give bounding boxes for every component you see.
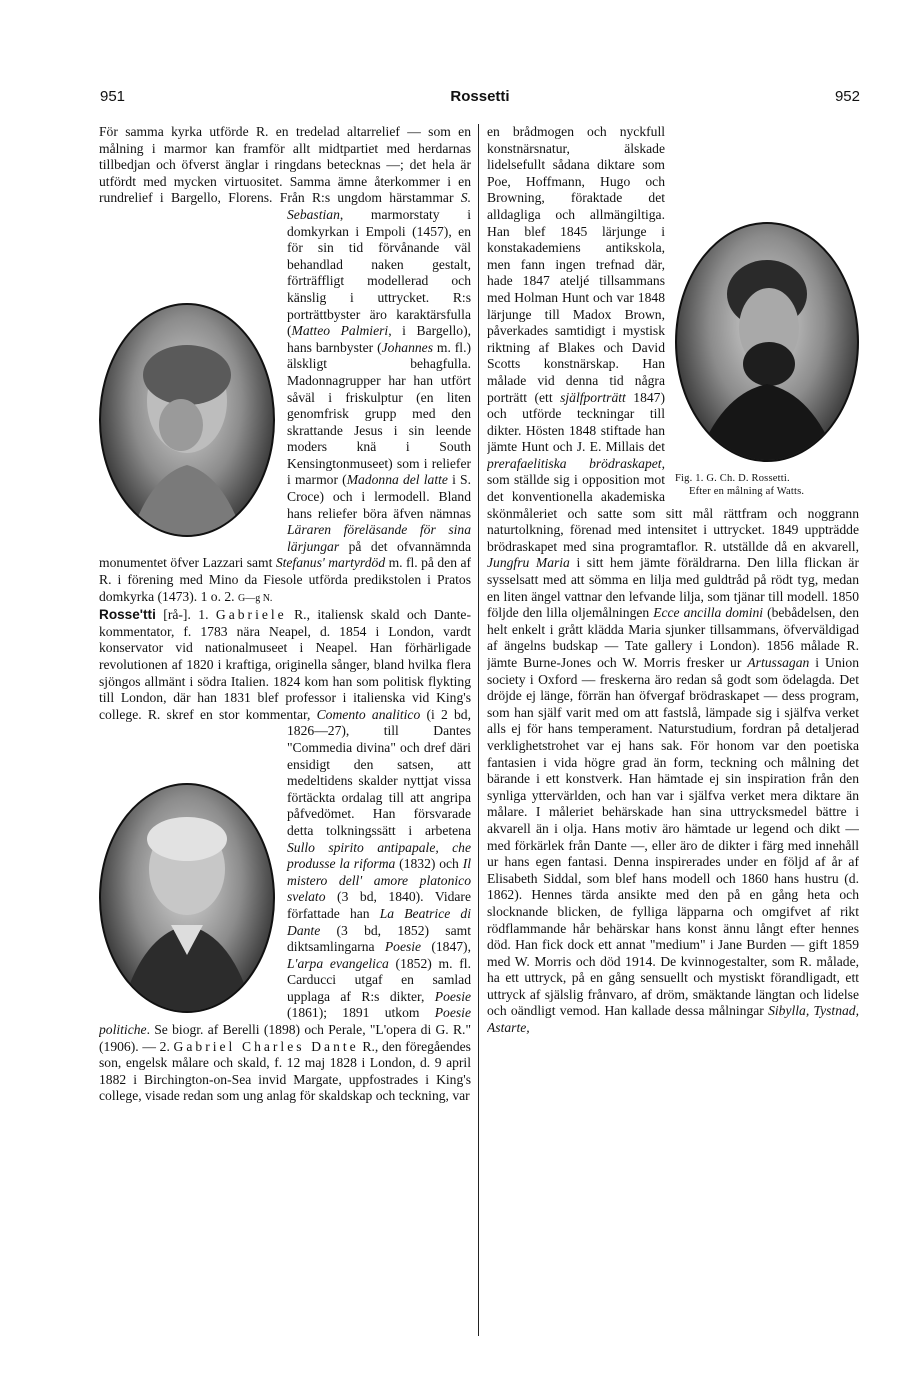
- figure-dante-gabriel: [675, 222, 859, 498]
- page-number-left: 951: [100, 88, 126, 105]
- figure-sebastian: [99, 303, 275, 537]
- right-column: [487, 124, 859, 1334]
- page-number-right: 952: [834, 88, 860, 105]
- figure-gabriele: [99, 783, 275, 1013]
- running-title: Rossetti: [450, 88, 510, 105]
- portrait-dante-gabriel-rossetti: [675, 222, 859, 462]
- headword-rossetti: Rosse'tti: [99, 607, 156, 623]
- entry-dante-gabriel-rossetti: Fig. 1. G. Ch. D. Rossetti. Efter en målning af Watts. en brådmogen och nyckfull konstnärsnatur, älskade lidelsefullt sådana diktare som Poe, Hoffmann, Hugo och Browning, föraktade det alldagliga och allmängiltiga. Han blef 1845 lärjunge i konstakademiens antikskola, men fann ingen trefnad där, hade 1847 ateljé tillsammans med Holman Hunt och var 1848 lärjunge till Madox Brown, påverkades samtidigt i mystisk riktning af Blakes och David Scotts konstnärskap. Han målade vid denna tid några porträtt (ett själfporträtt 1847) och utförde teckningar till dikter. Hösten 1848 stiftade han jämte Hunt och J. E. Millais det prerafaelitiska brödraskapet, som ställde sig i opposition mot det konventionella akademiska skönmåleriet och satte som sitt mål rättfram och noggrann naturtolkning, förenad med intensitet i uttrycket. 1849 uppträdde brödraskapet med sina programtaflor. R. utställde då en akvarell, Jungfru Maria i sitt hem jämte föräldrarna. Den lilla flickan är sysselsatt med att sömma en lilja med guldtråd på rödt tyg, medan en liten ängel vattnar den lefvande lilja, som tjänar till modell. 1850 följde den lilla oljemålningen Ecce ancilla domini (bebådelsen, den helt enkelt i grått klädda Maria sjunker tillsammans, öfverväldigad af ängelns budskap — Tate gallery i London). 1856 målade R. jämte Burne-Jones och W. Morris fresker ur Artussagan i Union society i Oxford — freskerna äro redan så godt som ödelagda. Det dröjde ej länge, förrän han öfvergaf brödraskapet — dess program, som han själf varit med om att fastslå, lämpade sig i själfva verket alls ej för hans temperament. Naturstudium, fordran på detaljerad verklighetstrohet var ej hans sak. För honom var den poetiska fantasien i vida högre grad än form, teckning och målning det bärande i ett konstverk. Han hämtade ej sin inspiration från den synliga yttervärlden, och han var i själfva verket mera diktare än målare. I måleriet behärskade han sina uttrycksmedel bättre i akvarell än i olja. Hans motiv äro hämtade ur legend och dikt — med förkärlek från Dante —, eller äro de dikter i färg med innehåll ur hans egen fantasi. Denna inspirerades under en följd af år af Elisabeth Siddal, som blef hans modell och 1860 hans hustru (d. 1862). Hennes tärda ansikte med den på en gång heta och slocknande blicken, de fylliga läpparna och omgifvet af rikt rödflammande hår behärskar hans konst ännu långt efter hennes död. Han fick dock ett annat "medium" i Jane Burden — gift 1859 med W. Morris och död 1914. De kvinnogestalter, som R. målade, ha ett uttryck, på en gång sensuellt och mystiskt förandligadt, ett uttryck af själslig frånvaro, af dröm, smäktande längtan och lidelse och oändligt vemod. Han kallade dessa målningar Sibylla, Tystnad, Astarte,: [487, 124, 859, 1036]
- figure-caption: Fig. 1. G. Ch. D. Rossetti. Efter en målning af Watts.: [675, 473, 805, 497]
- column-divider: [478, 124, 479, 1336]
- page-header: [100, 88, 860, 108]
- portrait-gabriele-rossetti: [99, 783, 275, 1013]
- paragraph-rossellino: För samma kyrka utförde R. en tredelad altarrelief — som en målning i marmor kan framför allt midtpartiet med herdarnas tillbedjan och öfverst änglar i ringdans betecknas —; det hela är utfördt med mycken virtuositet. Samma ämne återkommer i en rundrelief i Bargello, Florens. Från R:s ungdom härstammar S. Sebastian, marmorstaty i domkyrkan i Empoli (1457), en för sin tid förvånande väl behandlad naken gestalt, förträffligt modellerad och känslig i uttrycket. R:s porträttbyster äro karaktärsfulla (Matteo Palmieri, i Bargello), hans barnbyster (Johannes m. fl.) älskligt behagfulla. Madonnagrupper har han utfört såväl i friskulptur (en liten genomfrisk grupp med den skrattande Jesus i sin leende moders knä i South Kensingtonmuseet) som i reliefer i marmor (Madonna del latte i S. Croce) och i lermodell. Bland hans reliefer böra äfven nämnas Läraren föreläsande för sina lärjungar på det ofvannämnda monumentet öfver Lazzari samt Stefanus' martyrdöd m. fl. på den af R. i förening med Mino da Fiesole utförda predikstolen i Pratos domkyrka (1473). 1 o. 2. G—g N.: [99, 124, 471, 604]
- entry-gabriele-rossetti: Rosse'tti [rå-]. 1. Gabriele R., italiensk skald och Dante-kommentator, f. 1783 nära Neapel, d. 1854 i London, vardt konservator vid nationalmuseet i Neapel. Han förhärligade revolutionen af 1820 i kraftiga, originella sånger, bland hvilka flera sjöngos allmänt i södra Italien. 1824 kom han som politisk flykting till London, där han 1831 blef professor i italienska vid King's college. R. skref en stor kommentar, Comento analitico (i 2 bd, 1826—27), till Dantes "Commedia divina" och dref däri ensidigt den satsen, att medeltidens skalder nyttjat vissa förtäckta ordalag till att angripa påfvedömet. Han försvarade detta tolkningssätt i arbetena Sullo spirito antipapale, che produsse la riforma (1832) och Il mistero dell' amore platonico svelato (3 bd, 1840). Vidare författade han La Beatrice di Dante (3 bd, 1852) samt diktsamlingarna Poesie (1847), L'arpa evangelica (1852) m. fl. Carducci utgaf en samlad upplaga af R:s dikter, Poesie (1861); 1891 utkom Poesie politiche. Se biogr. af Berelli (1898) och Perale, "L'opera di G. R." (1906). — 2. Gabriel Charles Dante R., den föregåendes son, engelsk målare och skald, f. 12 maj 1828 i London, d. 9 april 1882 i Birchington-on-Sea invid Margate, uppfostrades i King's college, visade redan som ung anlag för skaldskap och teckning, var: [99, 607, 471, 1104]
- left-column: [99, 124, 471, 1334]
- portrait-sebastian-bust: [99, 303, 275, 537]
